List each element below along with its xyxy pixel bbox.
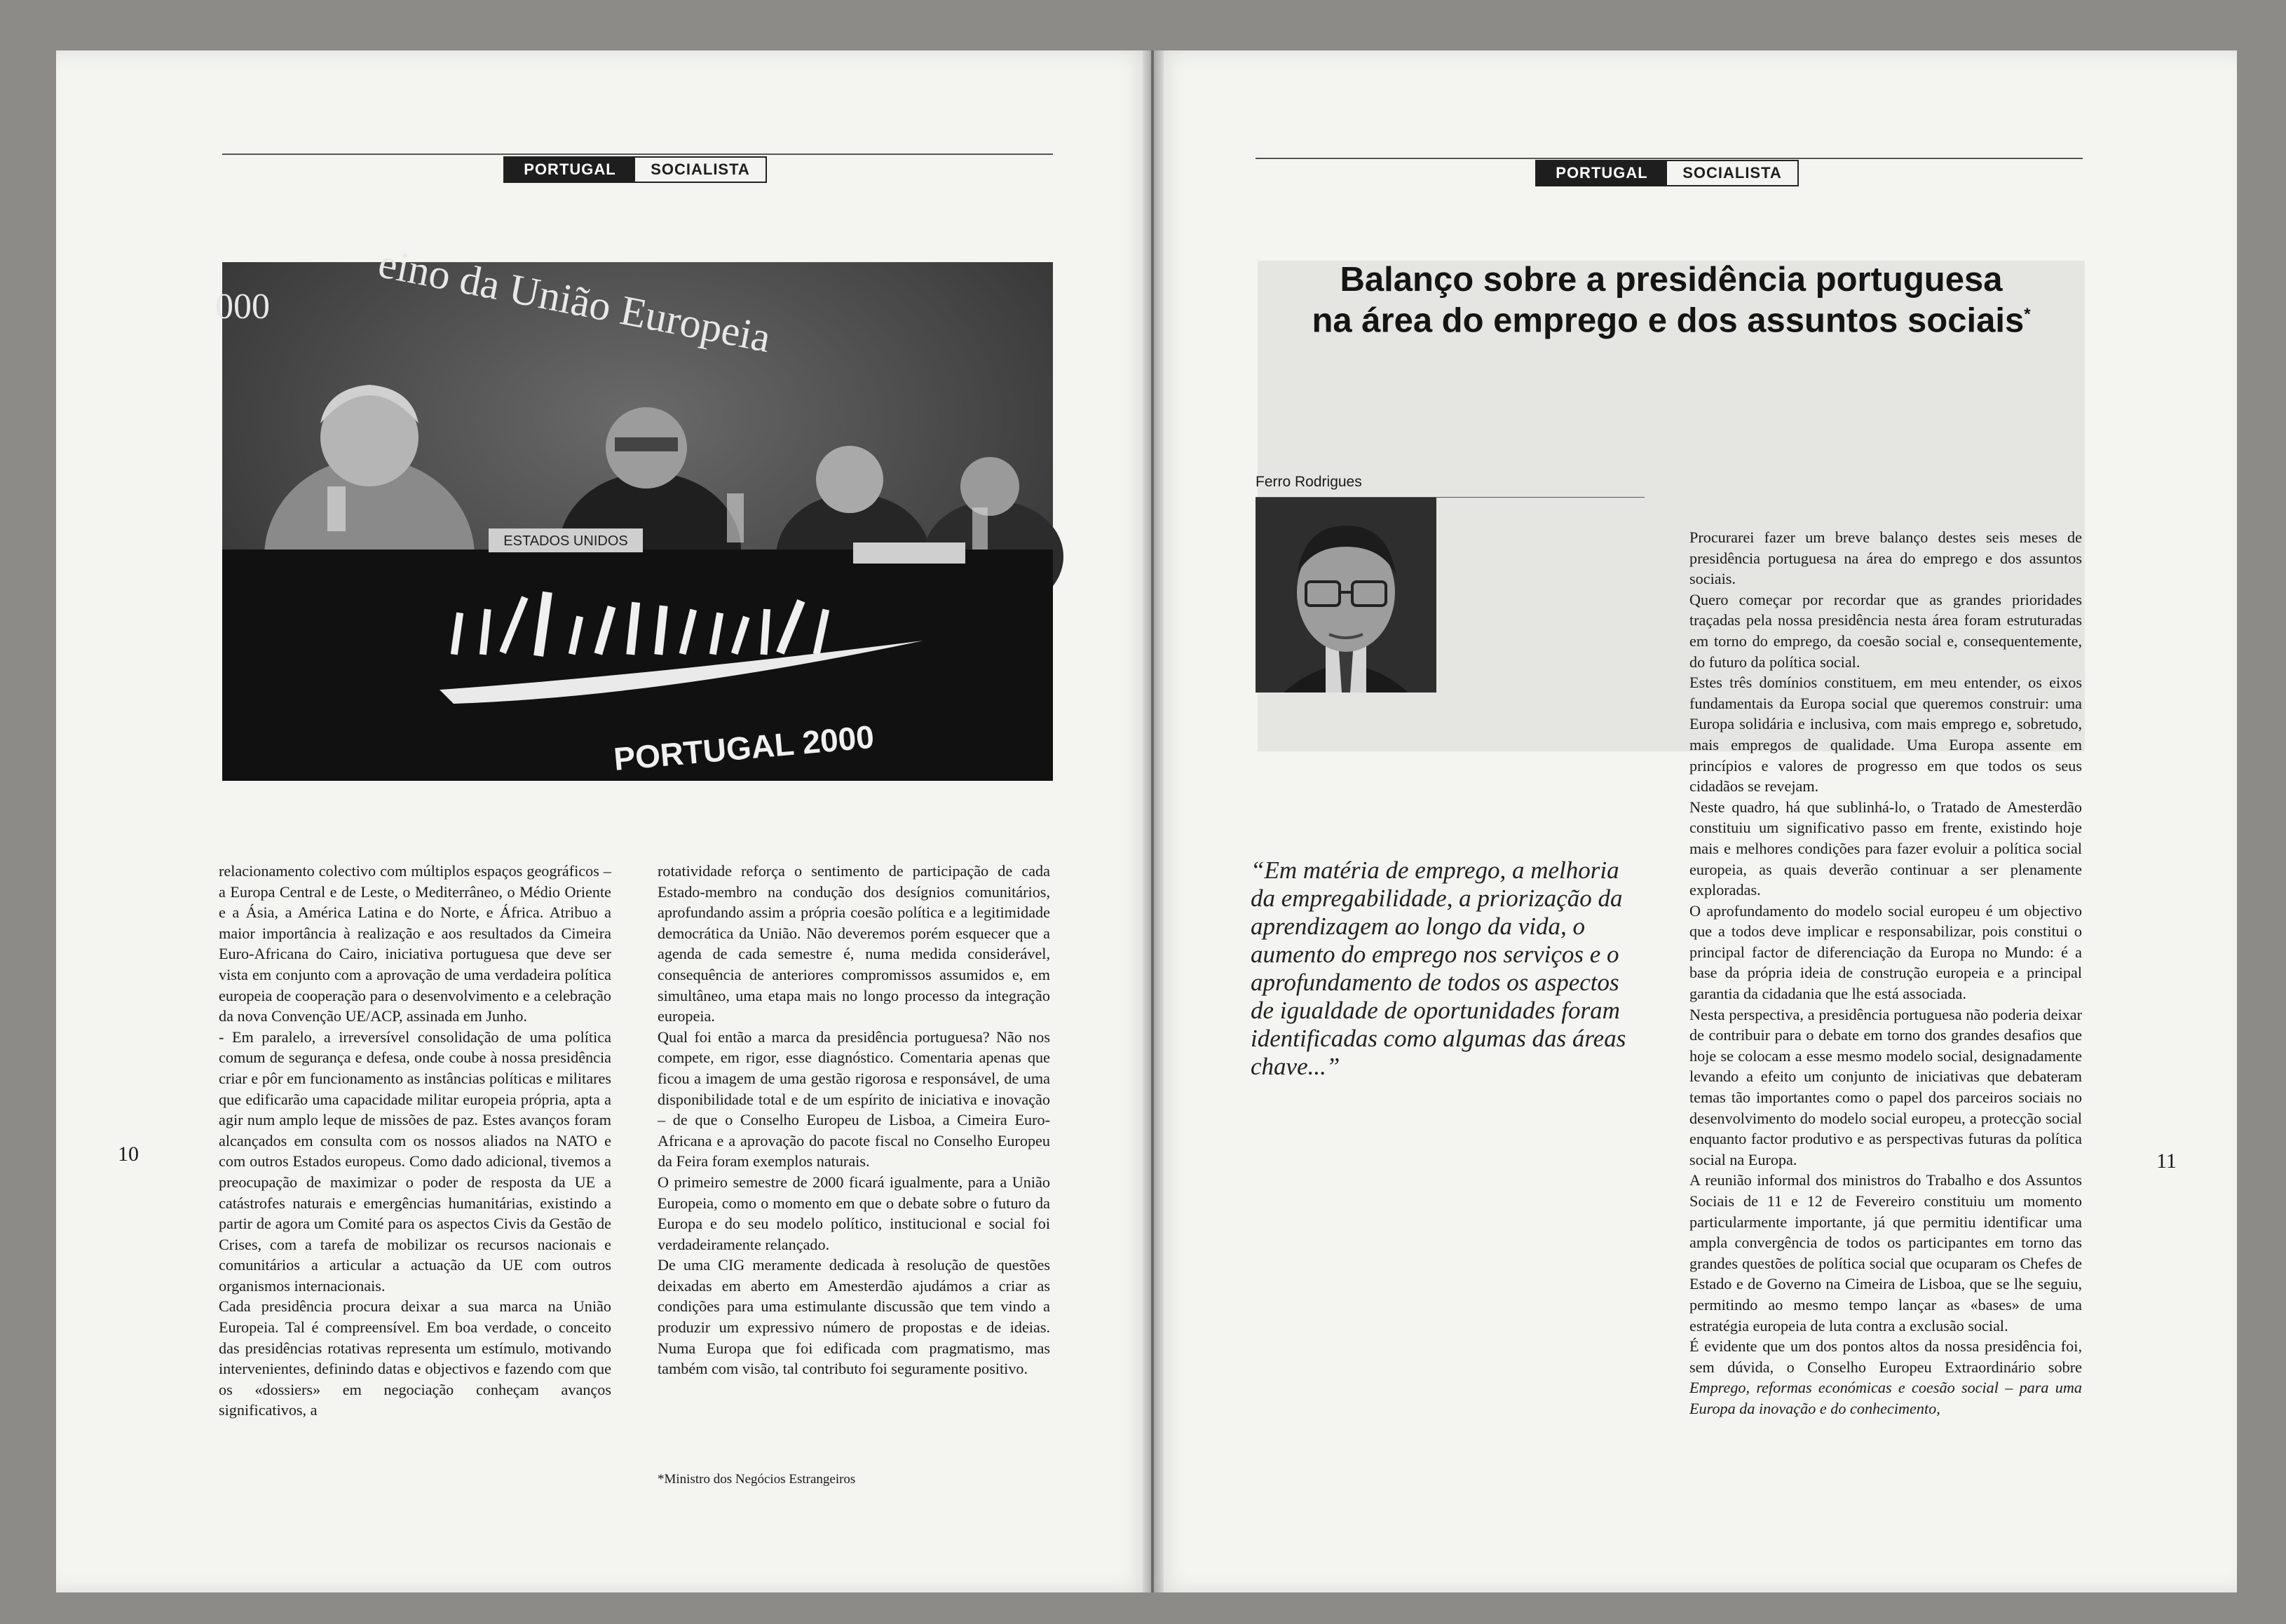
footnote: *Ministro dos Negócios Estrangeiros — [658, 1472, 856, 1487]
masthead-socialista: SOCIALISTA — [635, 158, 766, 182]
pull-quote: “Em matéria de emprego, a melhoria da empregabilidade, a priorização da aprendizagem ao longo da vida, o aumento do emprego nos serviços e o aprofundamento de todos os aspectos de igualdade de oportunidades foram identificadas como algumas das áreas chave...” — [1251, 857, 1626, 1080]
author-name: Ferro Rodrigues — [1256, 474, 1362, 490]
paragraph-last — [1689, 1336, 2082, 1419]
paragraph: relacionamento colectivo com múltiplos espaços geográficos – a Europa Central e de Leste, o Mediterrâneo, o Médio Oriente e a Ásia, a América Latina e do Norte, e África. Atribuo a maior importância à realização e aos resultados da Cimeira Euro-Africana do Cairo, iniciativa portuguesa que deve ser vista em conjunto com a aprovação de uma verdadeira política europeia de cooperação para o desenvolvimento e a celebração da nova Convenção UE/ACP, assinada em Junho. — [219, 862, 611, 1025]
paragraph-lead: É evidente que um dos pontos altos da nossa presidência foi, sem dúvida, o Conselho Europeu Extraordinário sobre — [1689, 1337, 2082, 1376]
paragraph: Nesta perspectiva, a presidência portuguesa não poderia deixar de contribuir para o debate em torno dos grandes desafios que hoje se colocam a esse mesmo modelo social, designadamente levando a efeito um conjunto de iniciativas que debateram temas tão importantes como o papel dos parceiros sociais no desenvolvimento do modelo social europeu, a protecção social enquanto factor produtivo e as perspectivas futuras da política social na Europa. — [1689, 1005, 2082, 1168]
right-column — [1689, 527, 2082, 1419]
masthead-socialista: SOCIALISTA — [1667, 161, 1797, 185]
banner-eu-text: eino da União Europeia — [374, 239, 775, 362]
paragraph: - Em paralelo, a irreversível consolidação de uma política comum de segurança e defesa, onde coube à nossa presidência criar e pôr em funcionamento as instâncias políticas e militares que edificarão uma capacidade militar europeia própria, apta a agir num amplo leque de missões de paz. Estes avanços foram alcançados em consulta com os nossos aliados na NATO e com outros Estados europeus. Como dado adicional, tivemos a preocupação de maximizar o poder de resposta da UE a catástrofes naturais e emergências humanitárias, existindo a partir de agora um Comité para os aspectos Civis da Gestão de Crises, com a tarefa de mobilizar os recursos nacionais e comunitários a articular a actuação da UE com outros organismos internacionais. — [219, 1028, 611, 1295]
header-rule — [1256, 158, 2083, 159]
article-title — [1258, 262, 2085, 338]
masthead-portugal: PORTUGAL — [1537, 161, 1667, 185]
banner-fragment-left: 000 — [215, 287, 270, 327]
left-column-1 — [219, 861, 611, 1421]
paragraph-italic: Emprego, reformas económicas e coesão social – para uma Europa da inovação e do conhecimento, — [1689, 1379, 2082, 1417]
header-rule — [222, 153, 1053, 155]
paragraph: Quero começar por recordar que as grandes prioridades traçadas pela nossa presidência nesta área foram estruturadas em torno do emprego, da coesão social e, consequentemente, do futuro da política social. — [1689, 590, 2082, 671]
title-footnote-mark: * — [2024, 305, 2031, 324]
conference-photo-illustration — [215, 239, 1053, 781]
paragraph: rotatividade reforça o sentimento de participação de cada Estado-membro na condução dos desígnios comunitários, aprofundando assim a própria coesão política e a legitimidade democrática da União. Não deveremos porém esquecer que a agenda de cada semestre é, numa medida considerável, consequência de anteriores compromissos assumidos e, em simultâneo, uma etapa mais no longo processo da integração europeia. — [658, 862, 1050, 1025]
left-column-2 — [658, 861, 1050, 1379]
page-number-left: 10 — [118, 1142, 139, 1166]
masthead — [1535, 160, 1799, 186]
masthead — [503, 156, 767, 183]
paragraph: O aprofundamento do modelo social europeu é um objectivo que a todos deve implicar e responsabilizar, pois constitui o principal factor de diferenciação da Europa no Mundo: é a base da própria ideia de construção europeia e a principal garantia da cidadania que lhe está associada. — [1689, 901, 2082, 1003]
paragraph: A reunião informal dos ministros do Trabalho e dos Assuntos Sociais de 11 e 12 de Fevereiro constituiu um momento particularmente importante, já que permitiu identificar uma ampla convergência de todos os participantes em torno das grandes questões de política social que ocuparam os Chefes de Estado e de Governo na Cimeira de Lisboa, que se lhe seguiu, permitindo ao mesmo tempo lançar as «bases» de uma estratégia europeia de luta contra a exclusão social. — [1689, 1171, 2082, 1335]
paragraph: Estes três domínios constituem, em meu entender, os eixos fundamentais da Europa social que queremos construir: uma Europa solidária e inclusiva, com mais emprego e, sobretudo, mais empregos de qualidade. Uma Europa assente em princípios e valores de progresso em que todos os seus cidadãos se revejam. — [1689, 674, 2082, 796]
paragraph: Neste quadro, há que sublinhá-lo, o Tratado de Amesterdão constituiu um significativo passo em frente, existindo hoje mais e melhores condições para fazer evoluir a política social europeia, as quais deverão continuar a ser plenamente exploradas. — [1689, 798, 2082, 899]
book-spine — [1143, 50, 1164, 1592]
page-number-right: 11 — [2156, 1149, 2177, 1173]
portugal-2000-logo-text: PORTUGAL 2000 — [612, 718, 876, 777]
nameplate-text: ESTADOS UNIDOS — [503, 533, 628, 549]
paragraph: Qual foi então a marca da presidência portuguesa? Não nos compete, em rigor, esse diagnóstico. Comentaria apenas que ficou a imagem de uma gestão rigorosa e responsável, de uma disponibilidade total e de um espírito de iniciativa e inovação – de que o Conselho Europeu de Lisboa, a Cimeira Euro-Africana e a aprovação do pacote fiscal no Conselho Europeu da Feira foram exemplos naturais. — [658, 1028, 1050, 1171]
title-line-2: na área do emprego e dos assuntos sociais — [1312, 301, 2025, 340]
paragraph: Procurarei fazer um breve balanço destes seis meses de presidência portuguesa na área do emprego e dos assuntos sociais. — [1689, 528, 2082, 588]
masthead-portugal: PORTUGAL — [505, 158, 635, 182]
paragraph: De uma CIG meramente dedicada à resolução de questões deixadas em aberto em Amesterdão ajudámos a criar as condições para uma estimulante discussão que tem vindo a produzir um expressivo número de propostas e de ideias. Numa Europa que foi edificada com pragmatismo, mas também com visão, tal contributo foi seguramente positivo. — [658, 1256, 1050, 1378]
paragraph: O primeiro semestre de 2000 ficará igualmente, para a União Europeia, como o momento em que o debate sobre o futuro da Europa e do seu modelo político, institucional e social foi verdadeiramente relançado. — [658, 1173, 1050, 1253]
paragraph: Cada presidência procura deixar a sua marca na União Europeia. Tal é compreensível. Em boa verdade, o conceito das presidências rotativas representa um estímulo, motivando intervenientes, definindo datas e objectivos e fazendo com que os «dossiers» em negociação conheçam avanços significativos, a — [219, 1297, 611, 1419]
author-portrait — [1256, 498, 1436, 692]
title-line-1: Balanço sobre a presidência portuguesa — [1340, 261, 2003, 299]
right-page — [1154, 50, 2237, 1592]
author-portrait-illustration — [1256, 498, 1436, 692]
left-page — [56, 50, 1151, 1592]
conference-photo — [215, 239, 1053, 781]
